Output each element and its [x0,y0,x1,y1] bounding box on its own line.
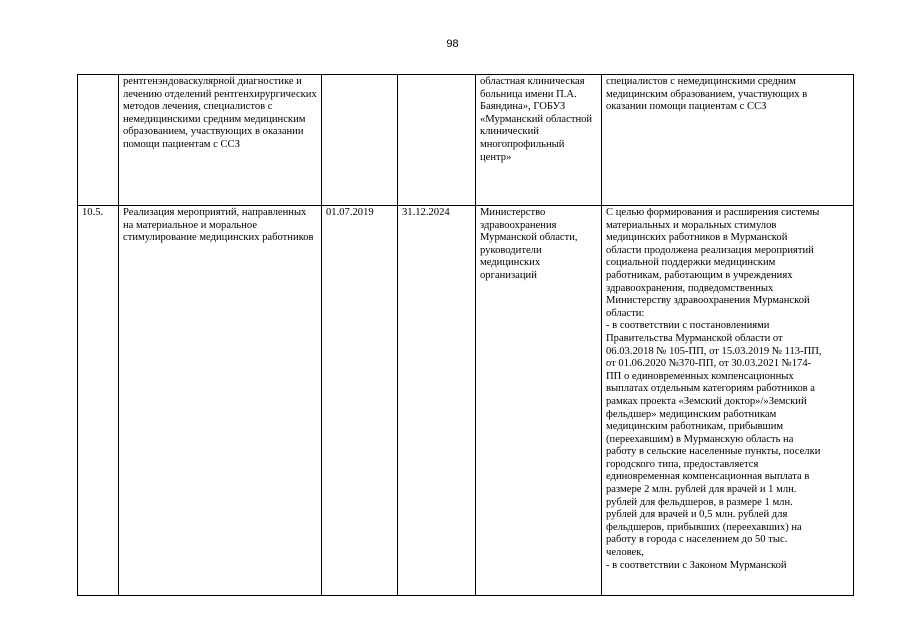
plan-table [77,74,854,596]
table-row [78,75,854,206]
result-line: единовременная компенсационная выплата в [606,471,810,483]
result-line: социальной поддержки медицинским [606,257,776,269]
cell-responsible: областная клиническая больница имени П.А. Баяндина», ГОБУЗ «Мурманский областной клинический многопрофильный центр» [476,75,602,206]
result-line: медицинским работникам, прибывшим [606,421,784,433]
result-line: области продолжена реализация мероприятий [606,244,814,256]
result-line: - в соответствии с Законом Мурманской [606,559,787,571]
cell-activity: Реализация мероприятий, направленных на материальное и моральное стимулирование медицинских работников [119,206,322,596]
cell-num [78,75,119,206]
cell-responsible: Министерство здравоохранения Мурманской области, руководители медицинских организаций [476,206,602,596]
result-line: медицинских работников в Мурманской [606,232,788,244]
result-line: городского типа, предоставляется [606,458,759,470]
cell-end-date: 31.12.2024 [398,206,476,596]
cell-activity: рентгенэндоваскулярной диагностике и лечению отделений рентгенхирургических методов лечения, специалистов с немедицинскими средним медицинским образованием, участвующих в оказании помощи пациентам с ССЗ [119,75,322,206]
result-line: работу в города с населением до 50 тыс. [606,534,788,546]
table-row [78,206,854,596]
result-line: - в соответствии с постановлениями [606,320,770,332]
result-line: работникам, работающим в учреждениях [606,269,793,281]
result-line: от 01.06.2020 №370-ПП, от 30.03.2021 №174- [606,358,812,370]
result-line: (переехавшим) в Мурманскую область на [606,433,794,445]
cell-result: специалистов с немедицинскими средним медицинским образованием, участвующих в оказании помощи пациентам с ССЗ [602,75,854,206]
result-line: работу в сельские населенные пункты, поселки [606,446,821,458]
result-line: выплатах отдельным категориям работников а [606,383,815,395]
cell-start-date: 01.07.2019 [322,206,398,596]
result-line: здравоохранения, подведомственных [606,282,774,294]
result-line: человек, [606,547,645,559]
result-line: размере 2 млн. рублей для врачей и 1 млн. [606,484,797,496]
result-line: фельдшеров, прибывших (переехавших) на [606,521,802,533]
cell-num: 10.5. [78,206,119,596]
result-line: материальных и моральных стимулов [606,219,777,231]
cell-result [602,206,854,596]
cell-end-date [398,75,476,206]
cell-start-date [322,75,398,206]
result-line: фельдшер» медицинским работникам [606,408,777,420]
result-line: области: [606,307,645,319]
result-line: 06.03.2018 № 105-ПП, от 15.03.2019 № 113-ПП, [606,345,822,357]
result-line: рамках проекта «Земский доктор»/»Земский [606,395,807,407]
result-line: рублей для фельдшеров, в размере 1 млн. [606,496,793,508]
result-line: рублей для врачей и 0,5 млн. рублей для [606,509,788,521]
result-line: С целью формирования и расширения системы [606,207,820,218]
result-line: Министерству здравоохранения Мурманской [606,295,810,307]
page-number: 98 [446,38,459,50]
result-line: Правительства Мурманской области от [606,332,783,344]
result-line: ПП о единовременных компенсационных [606,370,794,382]
